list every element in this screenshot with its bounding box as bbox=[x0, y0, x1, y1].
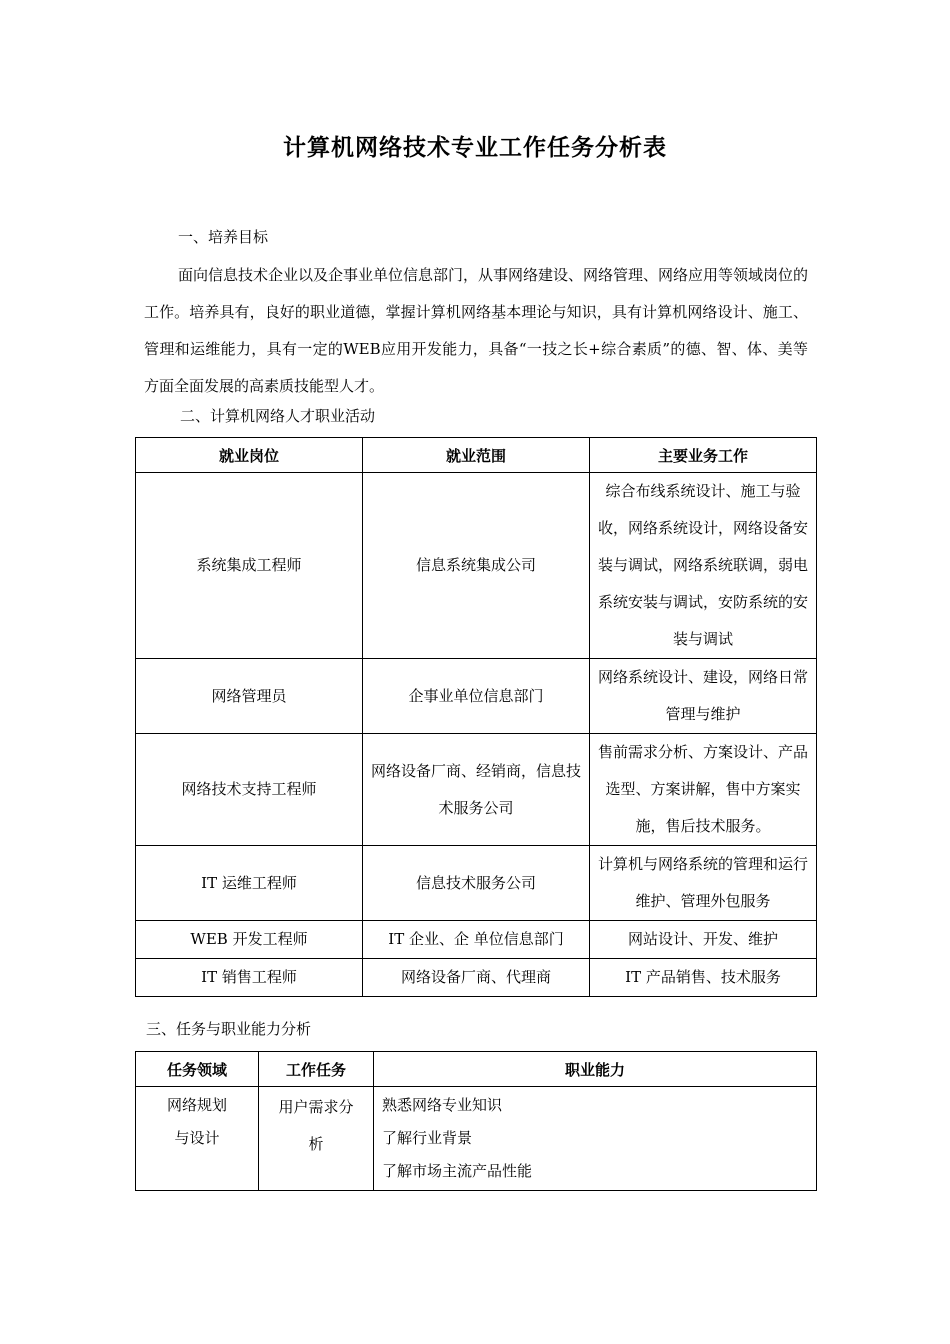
header-ability: 职业能力 bbox=[374, 1052, 817, 1087]
header-scope: 就业范围 bbox=[363, 438, 590, 473]
table-row bbox=[136, 846, 817, 921]
cell-domain bbox=[136, 1087, 259, 1191]
header-domain: 任务领域 bbox=[136, 1052, 259, 1087]
header-work: 主要业务工作 bbox=[590, 438, 817, 473]
cell-position: 网络技术支持工程师 bbox=[136, 734, 363, 846]
cell-abilities bbox=[374, 1087, 817, 1191]
section-heading-activities: 二、计算机网络人才职业活动 bbox=[180, 407, 376, 425]
cell-work: 网络系统设计、建设，网络日常管理与维护 bbox=[590, 659, 817, 734]
ability-item: 了解行业背景 bbox=[382, 1129, 473, 1147]
task-ability-table bbox=[135, 1051, 817, 1191]
cell-position: 网络管理员 bbox=[136, 659, 363, 734]
goals-paragraph: 面向信息技术企业以及企事业单位信息部门，从事网络建设、网络管理、网络应用等领域岗位的工作。培养具有，良好的职业道德，掌握计算机网络基本理论与知识，具有计算机网络设计、施工、管理和运维能力，具有一定的WEB应用开发能力，具备“一技之长+综合素质”的德、智、体、美等方面全面发展的高素质技能型人才。 bbox=[144, 266, 809, 395]
table-header-row bbox=[136, 1052, 817, 1087]
page-title: 计算机网络技术专业工作任务分析表 bbox=[283, 135, 667, 161]
table-row bbox=[136, 473, 817, 659]
table-row bbox=[136, 921, 817, 959]
domain-text: 网络规划与设计 bbox=[166, 1096, 227, 1147]
cell-work: 计算机与网络系统的管理和运行维护、管理外包服务 bbox=[590, 846, 817, 921]
cell-work: 网站设计、开发、维护 bbox=[590, 921, 817, 959]
table-row bbox=[136, 659, 817, 734]
cell-scope: 信息技术服务公司 bbox=[363, 846, 590, 921]
cell-position: 系统集成工程师 bbox=[136, 473, 363, 659]
cell-scope: 企事业单位信息部门 bbox=[363, 659, 590, 734]
cell-position: IT 运维工程师 bbox=[136, 846, 363, 921]
cell-position: IT 销售工程师 bbox=[136, 959, 363, 997]
ability-item: 了解市场主流产品性能 bbox=[382, 1162, 533, 1180]
cell-work: IT 产品销售、技术服务 bbox=[590, 959, 817, 997]
cell-scope: IT 企业、企 单位信息部门 bbox=[363, 921, 590, 959]
cell-work: 综合布线系统设计、施工与验收，网络系统设计，网络设备安装与调试，网络系统联调，弱电系统安装与调试，安防系统的安装与调试 bbox=[590, 473, 817, 659]
cell-scope: 网络设备厂商、代理商 bbox=[363, 959, 590, 997]
cell-position: WEB 开发工程师 bbox=[136, 921, 363, 959]
cell-scope: 信息系统集成公司 bbox=[363, 473, 590, 659]
section-heading-tasks: 三、任务与职业能力分析 bbox=[146, 1020, 312, 1038]
task-text: 用户需求分析 bbox=[278, 1098, 354, 1153]
table-header-row bbox=[136, 438, 817, 473]
table-row bbox=[136, 734, 817, 846]
header-task: 工作任务 bbox=[259, 1052, 374, 1087]
ability-item: 熟悉网络专业知识 bbox=[382, 1096, 503, 1114]
cell-scope: 网络设备厂商、经销商，信息技术服务公司 bbox=[363, 734, 590, 846]
header-position: 就业岗位 bbox=[136, 438, 363, 473]
cell-task bbox=[259, 1087, 374, 1191]
table-row bbox=[136, 959, 817, 997]
cell-work: 售前需求分析、方案设计、产品选型、方案讲解，售中方案实施，售后技术服务。 bbox=[590, 734, 817, 846]
section-heading-goals: 一、培养目标 bbox=[178, 228, 269, 246]
career-activities-table bbox=[135, 437, 817, 997]
table-row bbox=[136, 1087, 817, 1191]
